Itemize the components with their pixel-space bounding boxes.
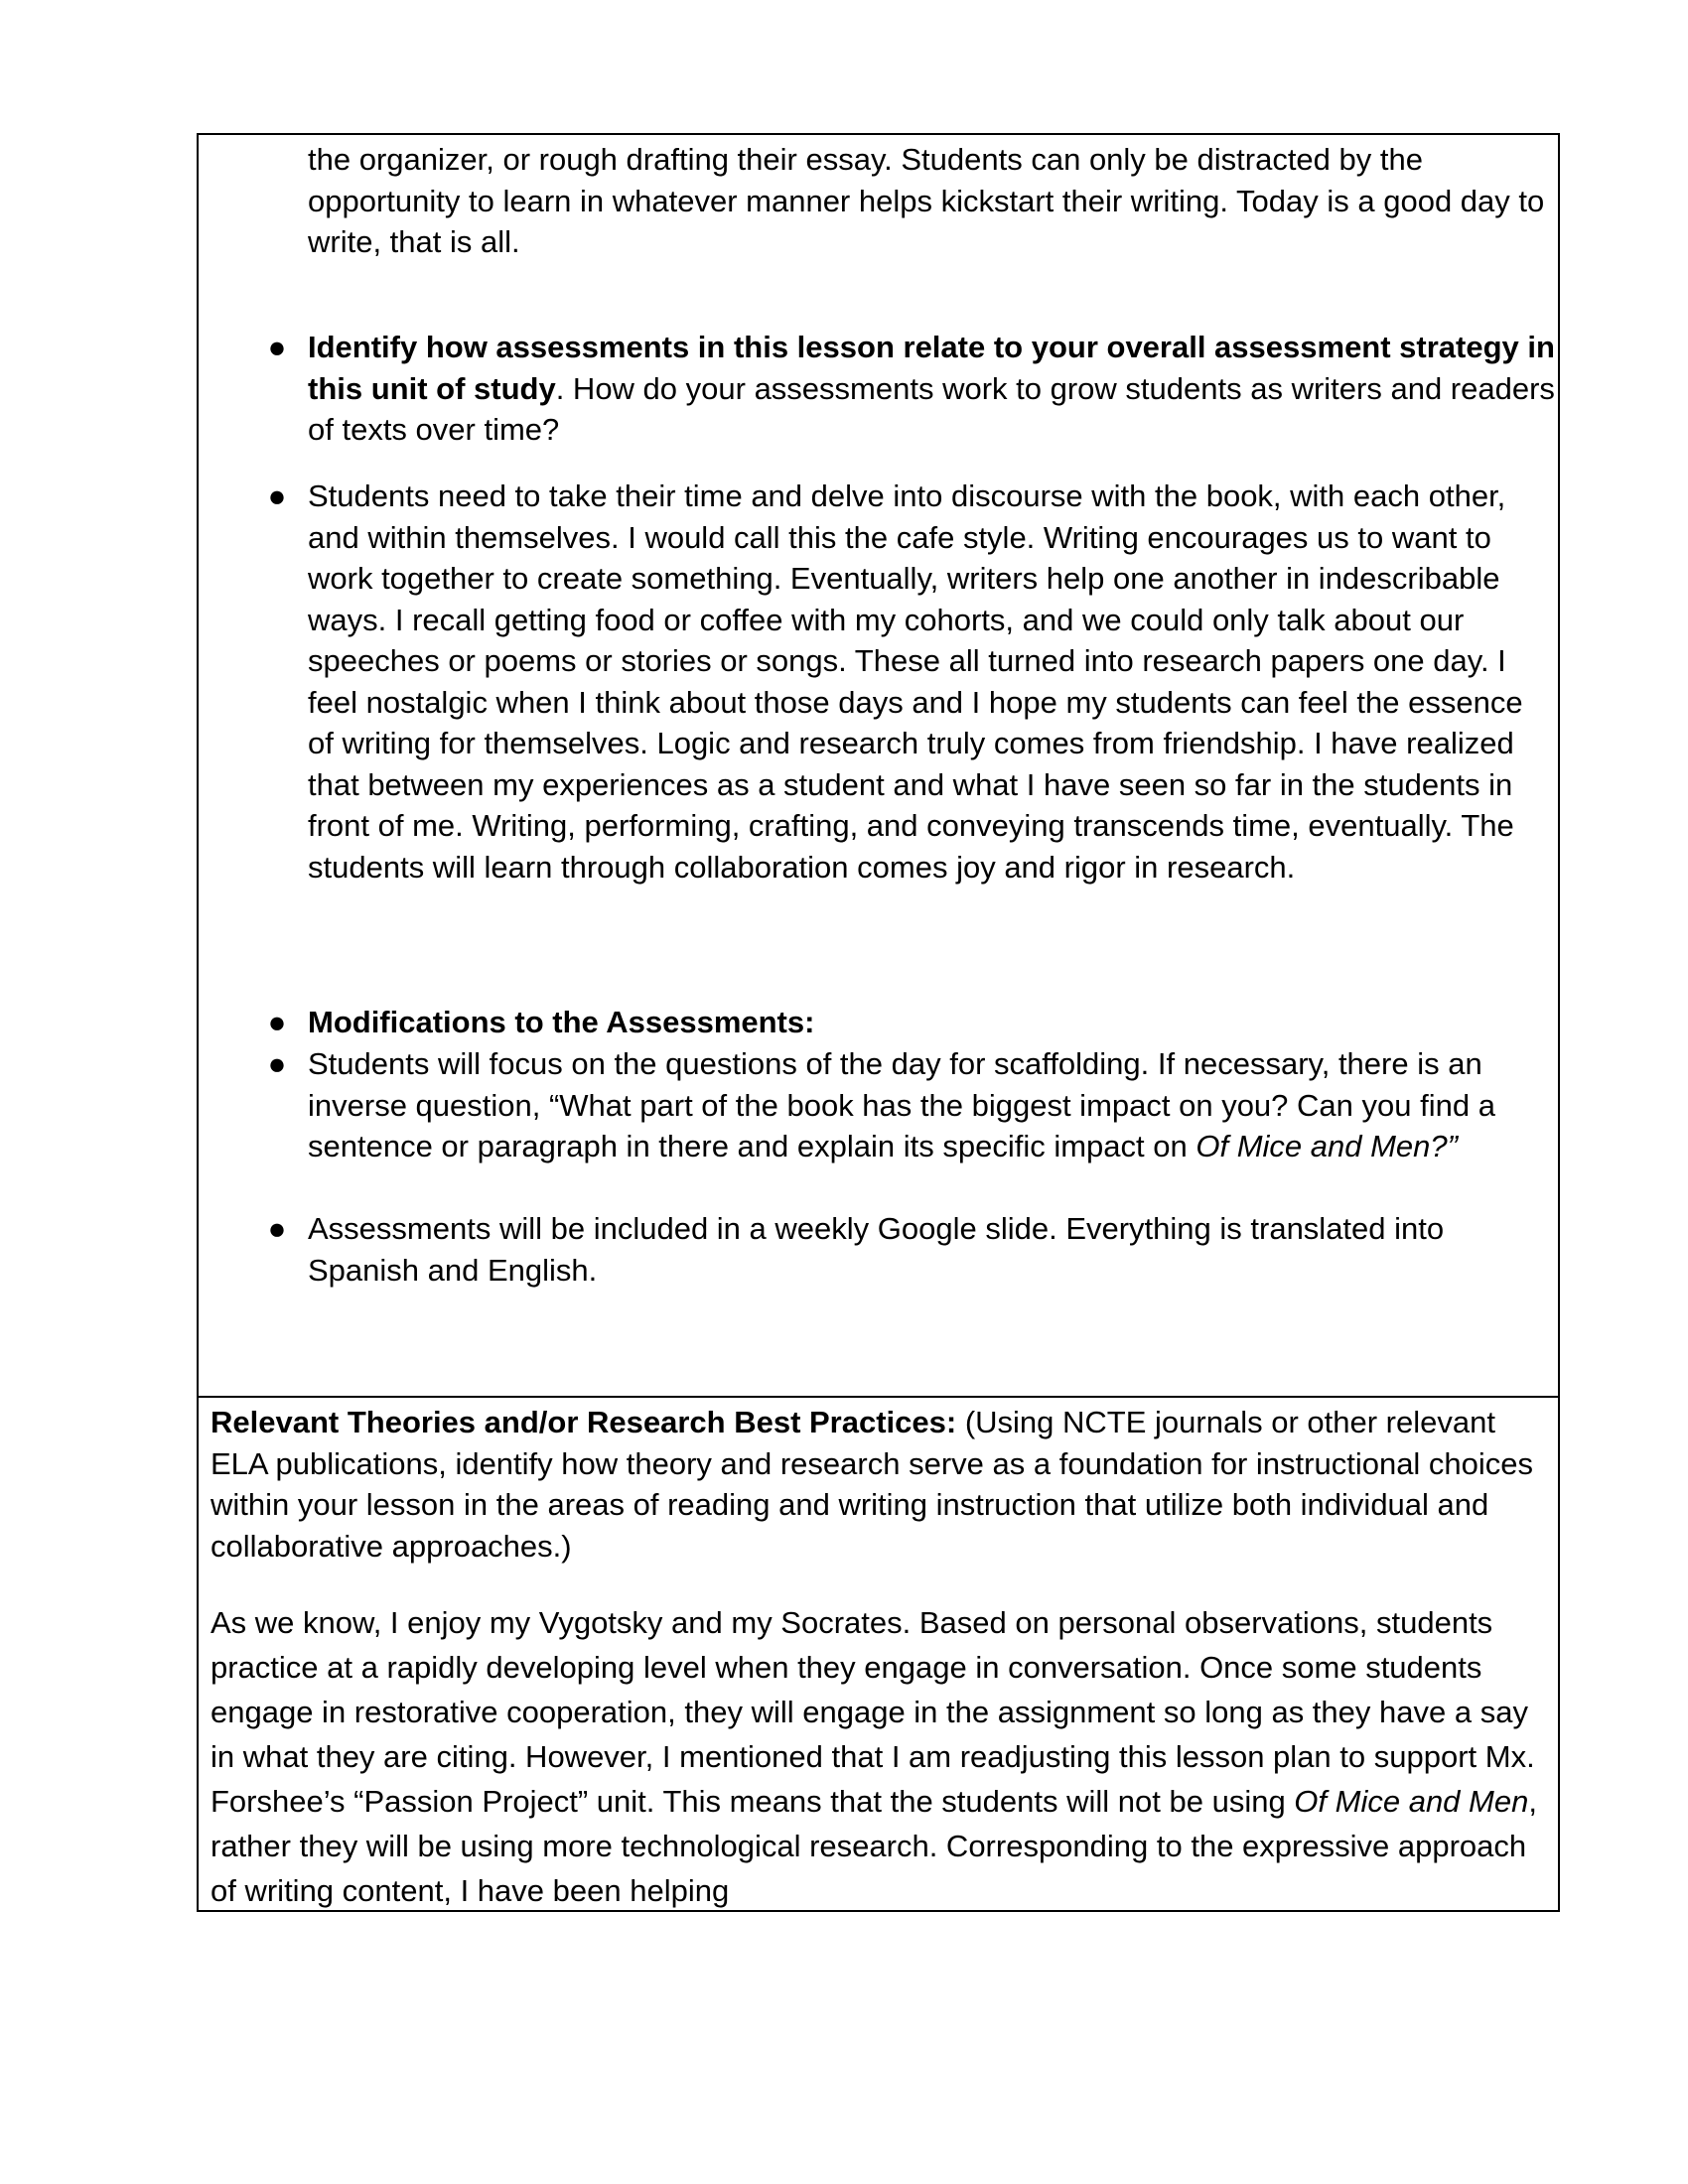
assessment-strategy-question: . How do your assessments work to grow students as writers and readers of texts over time? — [308, 370, 1555, 447]
assessment-strategy-bullet — [262, 327, 1555, 451]
assessment-strategy-heading: Identify how assessments in this lesson relate to your overall assessment strategy in this unit of study — [308, 330, 1555, 406]
theories-response-title: Of Mice and Men — [1294, 1784, 1529, 1819]
bullet-icon: ● — [267, 1211, 287, 1246]
bullet-icon: ● — [267, 1005, 287, 1039]
theories-prompt-paragraph — [211, 1398, 1546, 1567]
theories-heading: Relevant Theories and/or Research Best Practices: — [211, 1405, 957, 1439]
modifications-item-1 — [262, 1043, 1549, 1208]
theories-prompt: (Using NCTE journals or other relevant ELA publications, identify how theory and research serve as a foundation for instructional choices within your lesson in the areas of reading and writing instruction that utilize both individual and collaborative approaches.) — [211, 1405, 1534, 1564]
theories-response-part1: As we know, I enjoy my Vygotsky and my Socrates. Based on personal observations, students practice at a rapidly developing level when they engage in conversation. Once some students engage in restorative cooperation, they will engage in the assignment so long as they have a say in what they are citing. However, I mentioned that I am readjusting this lesson plan to support Mx. Forshee’s “Passion Project” unit. This means that the students will not be using — [211, 1605, 1535, 1819]
assessment-strategy-text — [308, 327, 1555, 451]
modifications-heading-bullet — [262, 1002, 1549, 1043]
lesson-plan-table — [197, 133, 1560, 1912]
theories-response-paragraph — [211, 1600, 1546, 1913]
bullet-icon: ● — [267, 1046, 287, 1081]
modifications-heading: Modifications to the Assessments: — [308, 1005, 815, 1039]
cafe-style-bullet — [262, 476, 1549, 932]
continuation-paragraph — [308, 139, 1549, 263]
modifications-item-1-title: Of Mice and Men?” — [1196, 1129, 1458, 1163]
modifications-item-2-text: Assessments will be included in a weekly Google slide. Everything is translated into Spanish and English. — [308, 1211, 1445, 1288]
cafe-style-text: Students need to take their time and delve into discourse with the book, with each other, and within themselves. I would call this the cafe style. Writing encourages us to want to work together to create something. Eventually, writers help one another in indescribable ways. I recall getting food or coffee with my cohorts, and we could only talk about our speeches or poems or stories or songs. These all turned into research papers one day. I feel nostalgic when I think about those days and I hope my students can feel the essence of writing for themselves. Logic and research truly comes from friendship. I have realized that between my experiences as a student and what I have seen so far in the students in front of me. Writing, performing, crafting, and conveying transcends time, eventually. The students will learn through collaboration comes joy and rigor in research. — [308, 478, 1523, 885]
theories-response-part2: , rather they will be using more technological research. Corresponding to the expressive approach of writing content, I have been helping — [211, 1784, 1537, 1908]
bullet-icon: ● — [267, 478, 287, 513]
modifications-item-2 — [262, 1208, 1549, 1292]
modifications-item-1-text — [308, 1043, 1555, 1167]
theories-cell — [199, 1398, 1558, 1910]
assessment-cell — [199, 135, 1558, 1398]
modifications-item-1-body: Students will focus on the questions of the day for scaffolding. If necessary, there is an inverse question, “What part of the book has the biggest impact on you? Can you find a sentence or paragraph in there and explain its specific impact on — [308, 1046, 1495, 1163]
continuation-text: the organizer, or rough drafting their essay. Students can only be distracted by the opportunity to learn in whatever manner helps kickstart their writing. Today is a good day to write, that is all. — [308, 142, 1545, 259]
bullet-icon: ● — [267, 330, 287, 364]
